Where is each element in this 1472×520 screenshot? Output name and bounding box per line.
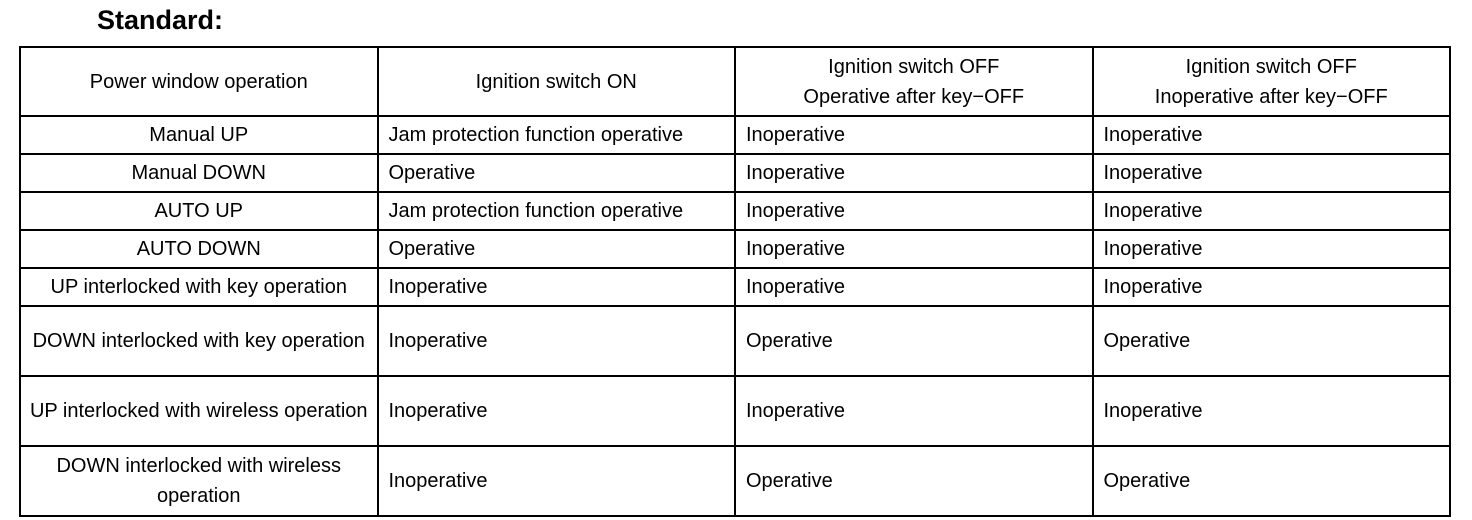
operation-cell: UP interlocked with key operation: [20, 268, 378, 306]
ignition-on-cell: Operative: [378, 230, 736, 268]
off-inoperative-cell: Inoperative: [1093, 376, 1451, 446]
table-row: [20, 268, 1450, 306]
ignition-on-cell: Jam protection function operative: [378, 192, 736, 230]
ignition-on-cell: Inoperative: [378, 446, 736, 516]
off-operative-cell: Inoperative: [735, 268, 1093, 306]
table-row: [20, 230, 1450, 268]
table-row: [20, 446, 1450, 516]
header-line: Ignition switch ON: [475, 70, 637, 93]
off-operative-cell: Inoperative: [735, 376, 1093, 446]
header-line: Inoperative after key−OFF: [1154, 85, 1388, 108]
table-row: [20, 116, 1450, 154]
off-inoperative-cell: Inoperative: [1093, 268, 1451, 306]
header-line: Power window operation: [89, 70, 308, 93]
header-line: Ignition switch OFF: [1185, 55, 1357, 78]
header-ignition-off-operative: [735, 47, 1093, 116]
off-inoperative-cell: Inoperative: [1093, 230, 1451, 268]
ignition-on-cell: Inoperative: [378, 306, 736, 376]
table-row: [20, 154, 1450, 192]
header-line: Operative after key−OFF: [803, 85, 1025, 108]
off-operative-cell: Operative: [735, 446, 1093, 516]
ignition-on-cell: Inoperative: [378, 268, 736, 306]
header-ignition-on: [378, 47, 736, 116]
off-operative-cell: Inoperative: [735, 116, 1093, 154]
header-ignition-off-inoperative: [1093, 47, 1451, 116]
operation-cell: DOWN interlocked with wireless operation: [20, 446, 378, 516]
operation-cell: AUTO DOWN: [20, 230, 378, 268]
off-inoperative-cell: Inoperative: [1093, 116, 1451, 154]
off-operative-cell: Inoperative: [735, 230, 1093, 268]
header-line: Ignition switch OFF: [828, 55, 1000, 78]
table-header-row: [20, 47, 1450, 116]
off-inoperative-cell: Operative: [1093, 306, 1451, 376]
off-operative-cell: Inoperative: [735, 154, 1093, 192]
power-window-spec-table: [19, 46, 1451, 517]
table-row: [20, 192, 1450, 230]
ignition-on-cell: Operative: [378, 154, 736, 192]
header-power-window-operation: [20, 47, 378, 116]
ignition-on-cell: Jam protection function operative: [378, 116, 736, 154]
ignition-on-cell: Inoperative: [378, 376, 736, 446]
operation-cell: UP interlocked with wireless operation: [20, 376, 378, 446]
off-operative-cell: Operative: [735, 306, 1093, 376]
operation-cell: Manual DOWN: [20, 154, 378, 192]
off-operative-cell: Inoperative: [735, 192, 1093, 230]
operation-cell: Manual UP: [20, 116, 378, 154]
off-inoperative-cell: Inoperative: [1093, 154, 1451, 192]
page-title: Standard:: [97, 5, 224, 35]
table-row: [20, 306, 1450, 376]
operation-cell: DOWN interlocked with key operation: [20, 306, 378, 376]
operation-cell: AUTO UP: [20, 192, 378, 230]
off-inoperative-cell: Operative: [1093, 446, 1451, 516]
off-inoperative-cell: Inoperative: [1093, 192, 1451, 230]
table-row: [20, 376, 1450, 446]
